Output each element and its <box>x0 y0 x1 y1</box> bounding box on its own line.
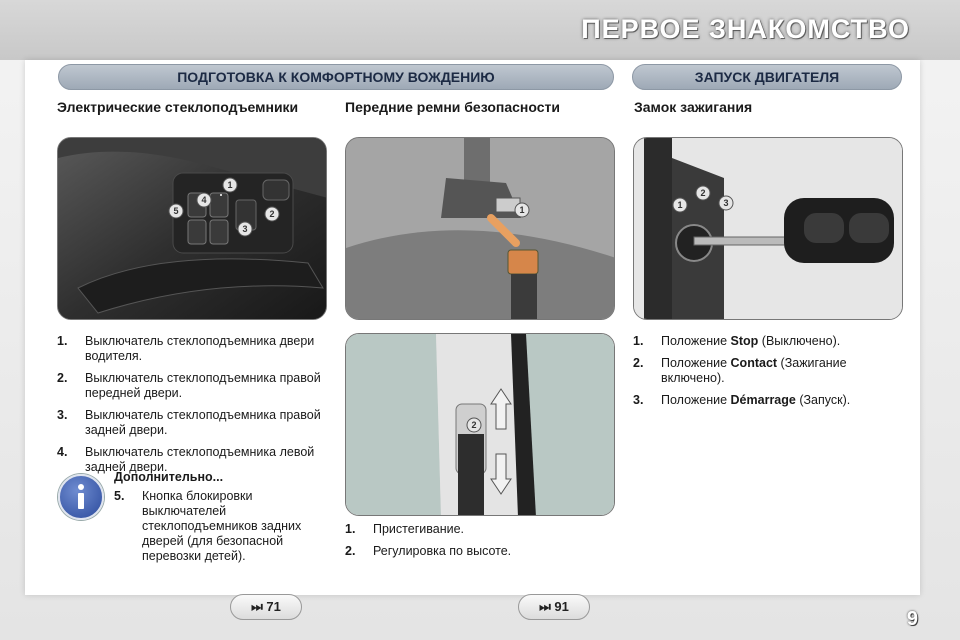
section-bar-engine-start <box>632 64 902 90</box>
section-bar-engine-start-label: ЗАПУСК ДВИГАТЕЛЯ <box>694 69 840 85</box>
list-item: 5. Кнопка блокировки выключателей стеклоподъемников задних дверей (для безопасной перевозки детей). <box>114 489 302 563</box>
seatbelt-buckle-illustration <box>346 138 615 320</box>
list-item: 1. Пристегивание. <box>345 522 465 536</box>
window-callout-2 <box>265 207 279 221</box>
page-number: 9 <box>906 608 918 630</box>
window-callout-3 <box>238 222 252 236</box>
svg-text:5: 5 <box>173 206 179 216</box>
seatbelts-heading: Передние ремни безопасности <box>345 99 560 115</box>
page-ref-link-91[interactable]: ⏭ 91 <box>518 594 590 620</box>
list-item: 3. Положение Démarrage (Запуск). <box>633 393 851 407</box>
seatbelt-height-illustration <box>346 334 615 516</box>
ignition-key-photo <box>633 137 903 320</box>
section-bar-comfort <box>58 64 614 90</box>
seatbelt-buckle-photo <box>345 137 615 320</box>
ignition-callout-1 <box>673 198 687 212</box>
list-item: 2. Регулировка по высоте. <box>345 544 512 558</box>
list-item: 3. Выключатель стеклоподъемника правой задней двери. <box>57 408 321 437</box>
list-item: 4. Выключатель стеклоподъемника левой задней двери. <box>57 445 315 474</box>
window-callout-5 <box>169 204 183 218</box>
page-ref-link-71[interactable]: ⏭ 71 <box>230 594 302 620</box>
svg-text:1: 1 <box>227 180 233 190</box>
svg-text:2: 2 <box>471 420 477 430</box>
seatbelt-callout-2 <box>467 418 481 432</box>
svg-text:1: 1 <box>519 205 525 215</box>
seatbelt-callout-1 <box>515 203 529 217</box>
page-title: ПЕРВОЕ ЗНАКОМСТВО <box>581 14 910 44</box>
svg-text:3: 3 <box>242 224 248 234</box>
list-item: 2. Положение Contact (Зажигание включено). <box>633 356 847 385</box>
list-item: 2. Выключатель стеклоподъемника правой передней двери. <box>57 371 321 400</box>
svg-text:2: 2 <box>700 188 706 198</box>
list-item: 1. Положение Stop (Выключено). <box>633 334 841 348</box>
window-callout-1 <box>223 178 237 192</box>
window-switches-illustration <box>58 138 327 320</box>
seatbelt-height-photo <box>345 333 615 516</box>
extra-heading: Дополнительно... <box>114 470 224 484</box>
window-callout-4 <box>197 193 211 207</box>
ignition-key-illustration <box>634 138 903 320</box>
list-item: 1. Выключатель стеклоподъемника двери водителя. <box>57 334 315 363</box>
svg-text:1: 1 <box>677 200 683 210</box>
ignition-callout-3 <box>719 196 733 210</box>
ignition-callout-2 <box>696 186 710 200</box>
svg-text:4: 4 <box>201 195 207 205</box>
svg-text:2: 2 <box>269 209 275 219</box>
info-icon <box>58 474 104 520</box>
window-switches-photo <box>57 137 327 320</box>
windows-list <box>57 334 327 482</box>
section-bar-comfort-label: ПОДГОТОВКА К КОМФОРТНОМУ ВОЖДЕНИЮ <box>177 69 495 85</box>
svg-text:3: 3 <box>723 198 729 208</box>
windows-heading: Электрические стеклоподъемники <box>57 99 299 115</box>
ignition-list <box>633 334 903 415</box>
ignition-heading: Замок зажигания <box>634 99 753 115</box>
seatbelts-list <box>345 522 615 566</box>
extra-list <box>114 489 314 571</box>
